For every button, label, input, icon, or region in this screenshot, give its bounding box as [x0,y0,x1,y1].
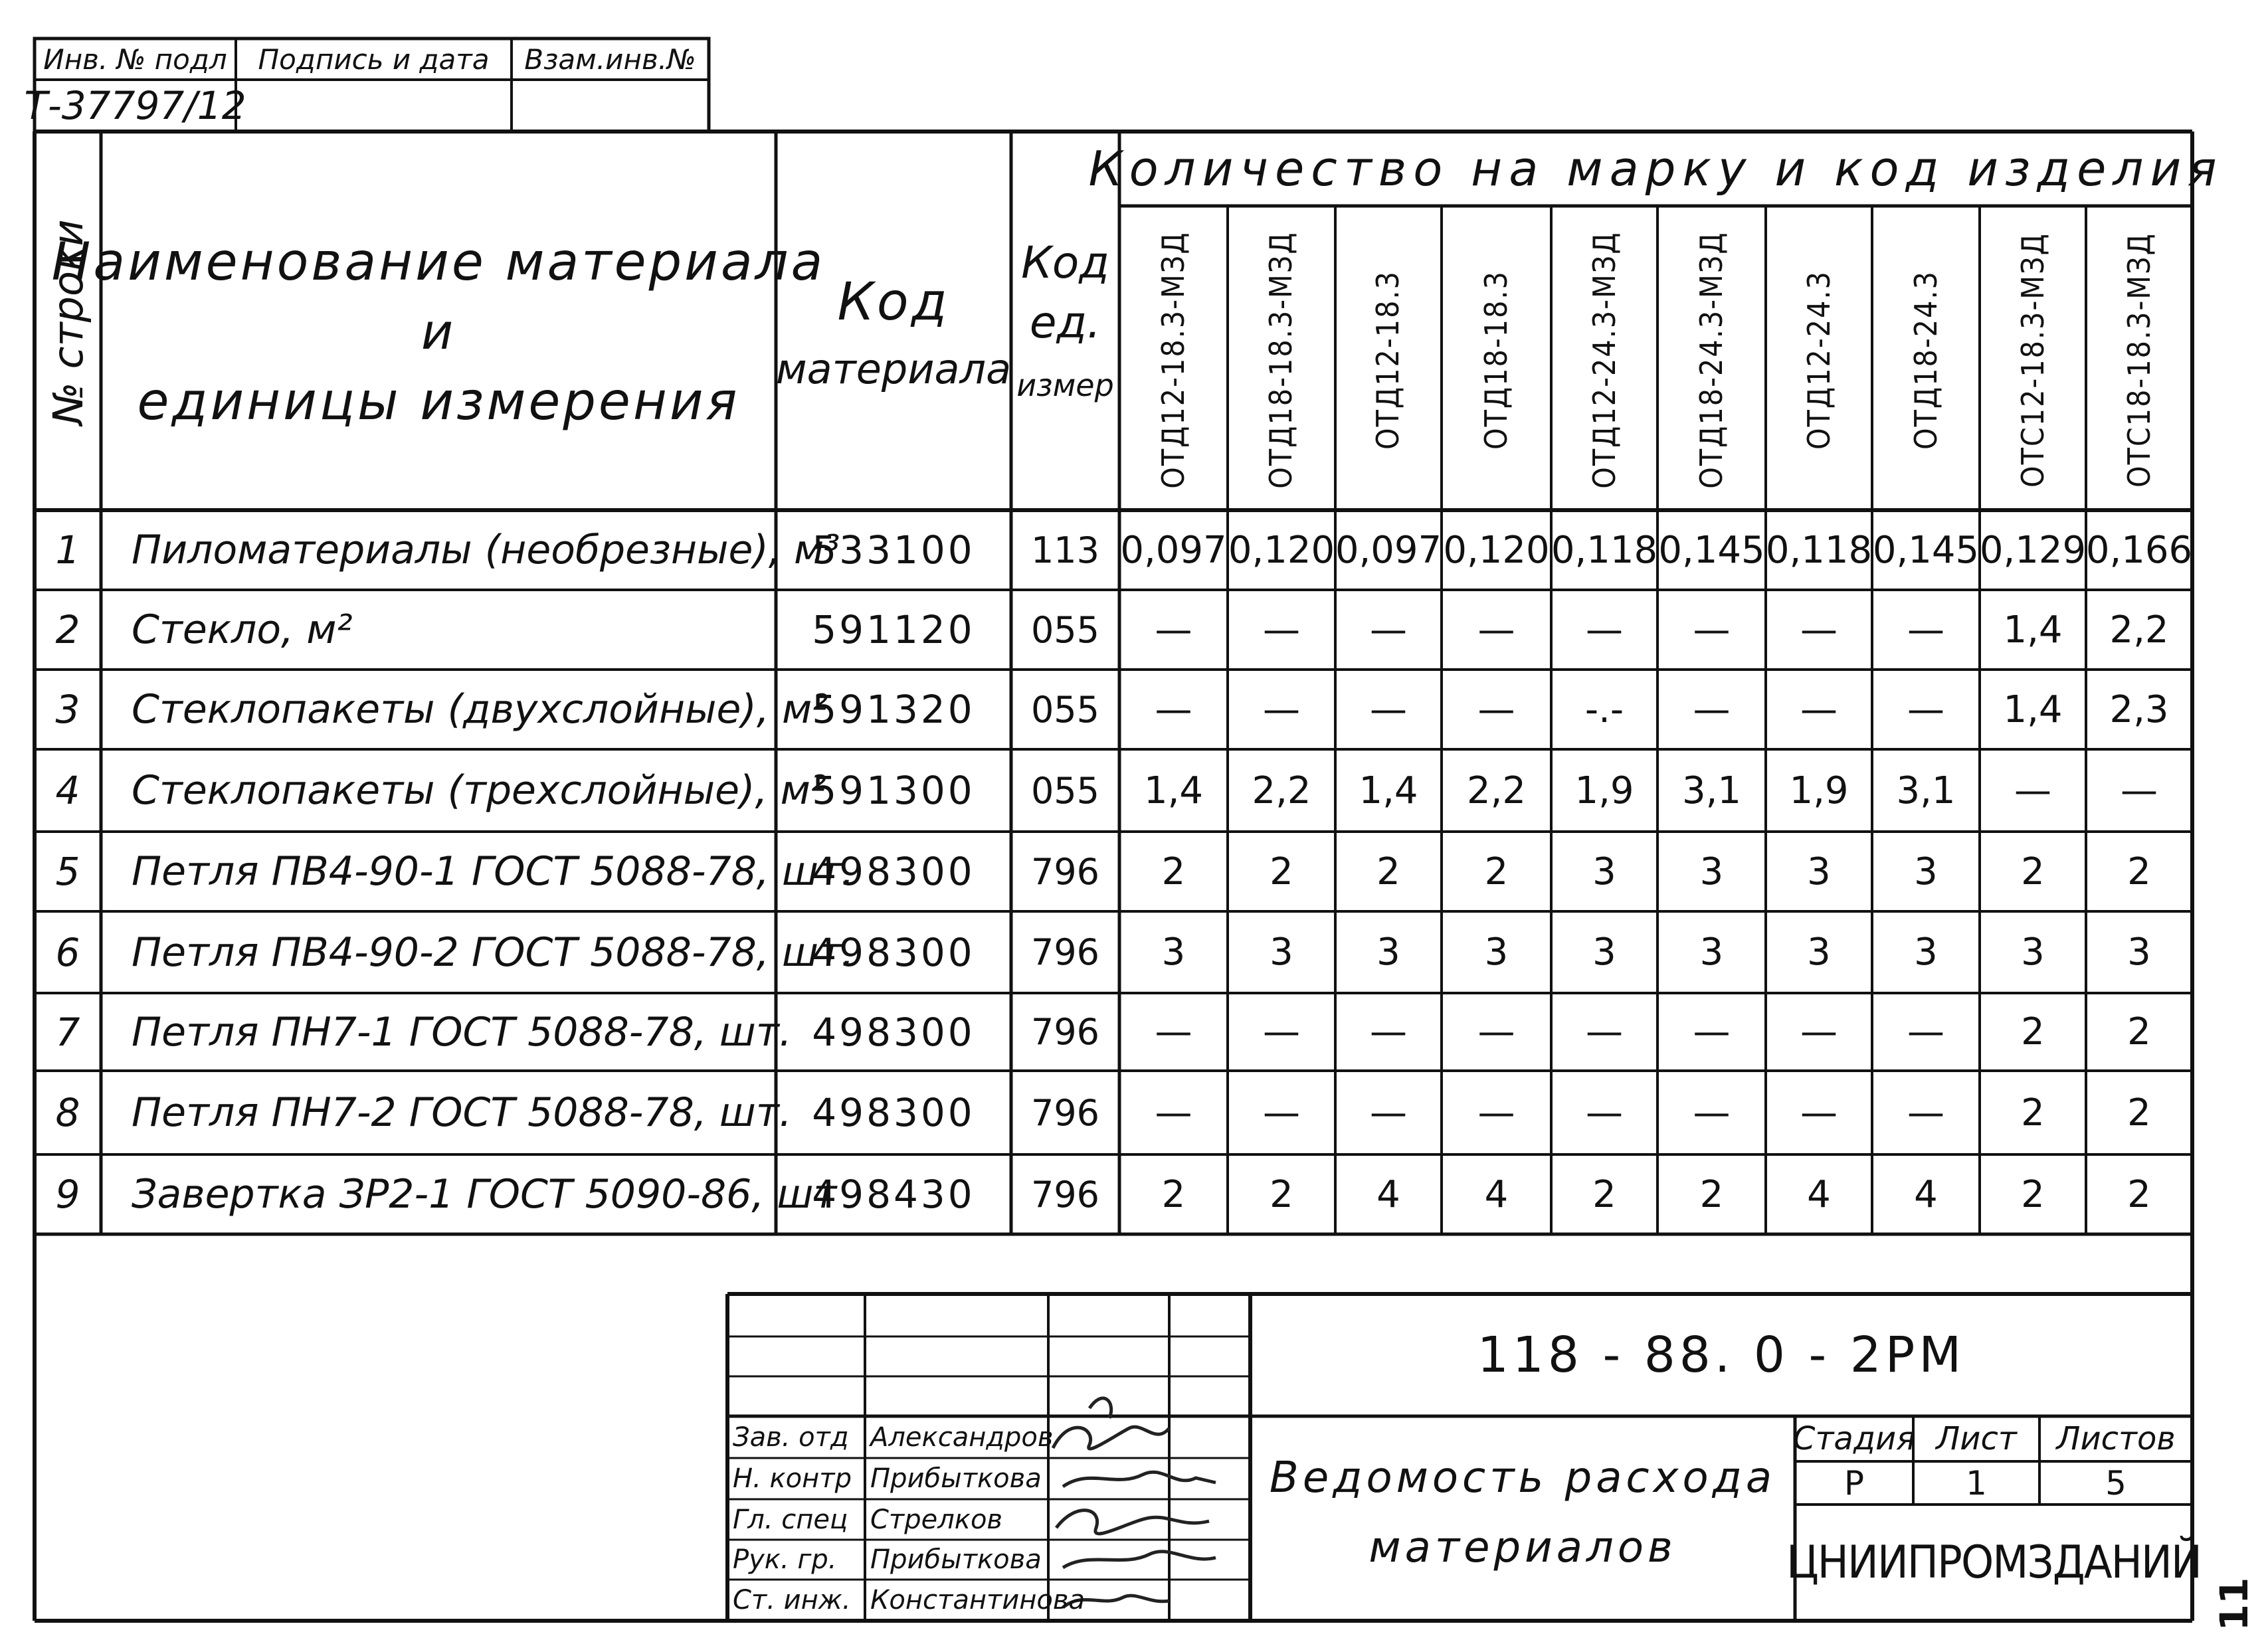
mark-header: ОТД12-24.3-МЗД [1586,231,1622,489]
unit-code: 796 [1030,931,1100,973]
signature-name: Александров [870,1421,1054,1453]
quantity-value: — [1693,608,1731,652]
quantity-value: 0,118 [1765,528,1873,572]
quantity-value: — [1477,687,1515,731]
quantity-value: — [1155,1091,1192,1135]
signature-name: Прибыткова [870,1544,1042,1575]
quantity-value: 2,2 [2109,608,2169,652]
inv-label: Инв. № подл [43,43,227,76]
quantity-value: 0,145 [1872,528,1980,572]
unit-code: 113 [1030,529,1100,571]
sheets-value: 5 [2105,1463,2126,1503]
mark-header: ОТС18-18.3-МЗД [2121,232,2157,488]
quantity-value: 1,4 [2003,608,2063,652]
quantity-value: — [1800,1010,1838,1053]
quantity-value: 3 [1161,931,1186,974]
unit-code-header-line3: измер [1016,367,1114,403]
quantity-value: 2 [1270,1172,1293,1216]
quantity-value: 2,3 [2109,687,2169,731]
unit-code: 055 [1030,769,1100,812]
material-name: Петля ПН7-2 ГОСТ 5088-78, шт. [132,1089,792,1136]
quantity-value: 2 [2127,1010,2151,1053]
quantity-value: 2 [1376,850,1400,893]
quantity-value: 0,097 [1120,528,1227,572]
quantity-value: 1,4 [1143,769,1204,812]
signature-name: Стрелков [870,1504,1003,1535]
sign-label: Подпись и дата [258,43,490,76]
quantity-value: — [1370,1091,1407,1135]
material-code: 498300 [812,1090,975,1135]
replace-label: Взам.инв.№ [524,43,696,76]
signature-role: Гл. спец [733,1504,848,1535]
quantity-value: 3 [1807,850,1831,893]
material-code: 498300 [812,849,975,894]
quantity-value: 1,4 [2003,687,2063,731]
inv-value: Т-37797/12 [24,83,246,128]
quantity-value: 2,2 [1252,769,1311,812]
quantity-value: 2 [2127,1172,2151,1216]
material-code: 591300 [812,768,975,813]
material-code: 533100 [812,527,975,573]
material-name-header-line3: единицы измерения [137,372,740,432]
quantity-value: 3,1 [1896,769,1956,812]
sheet-label: Лист [1936,1420,2017,1457]
quantity-value: 0,166 [2085,528,2193,572]
material-name: Петля ПВ4-90-1 ГОСТ 5088-78, шт. [132,848,854,895]
quantity-value: 3 [1914,850,1938,893]
quantity-value: — [1263,687,1300,731]
quantity-value: 0,120 [1443,528,1550,572]
sheets-label: Листов [2056,1420,2176,1457]
sheet-value: 1 [1966,1463,1987,1503]
unit-code: 796 [1030,1011,1100,1053]
material-name: Стеклопакеты (двухслойные), м² [132,686,828,733]
row-number: 7 [55,1009,80,1055]
signature-scribbles [1053,1398,1216,1607]
page-number: 11 [2212,1577,2257,1631]
material-code: 591120 [812,607,975,652]
signature-role: Рук. гр. [733,1544,837,1575]
quantity-value: 0,097 [1335,528,1442,572]
row-number: 6 [55,929,80,975]
quantity-value: 0,118 [1551,528,1658,572]
quantity-value: — [1907,1091,1944,1135]
material-code: 498300 [812,929,975,975]
mark-header: ОТД12-24.3 [1801,270,1837,450]
quantity-value: 3 [1592,931,1616,974]
quantity-value: — [2121,769,2158,812]
quantity-value: 2 [2127,850,2151,893]
quantity-value: 3 [1592,850,1616,893]
quantity-value: — [1477,1091,1515,1135]
row-number-header: № строки [43,219,92,425]
quantity-value: — [1800,1091,1838,1135]
quantity-value: 3 [1914,931,1938,974]
material-code: 498300 [812,1009,975,1055]
quantity-value: 2 [1270,850,1293,893]
row-number: 8 [55,1090,80,1135]
quantity-value: 2 [1161,850,1186,893]
unit-code: 796 [1030,1173,1100,1216]
signature-role: Зав. отд [733,1421,849,1453]
row-number: 5 [55,849,80,894]
mark-header: ОТС12-18.3-МЗД [2015,232,2051,488]
quantity-value: — [1263,1010,1300,1053]
signature-role: Ст. инж. [733,1585,851,1615]
document-title-line2: материалов [1369,1523,1677,1572]
quantity-value: — [1907,687,1944,731]
quantity-value: 0,129 [1979,528,2087,572]
unit-code-header-line1: Код [1021,236,1109,288]
unit-code: 055 [1030,688,1100,731]
quantity-value: 2 [2127,1091,2151,1135]
quantity-value: — [2014,769,2051,812]
row-number: 9 [55,1172,80,1217]
row-number: 4 [55,768,80,813]
quantity-value: — [1370,1010,1407,1053]
mark-header: ОТД12-18.3-МЗД [1155,231,1191,489]
quantity-value: -.- [1584,687,1624,731]
signature-name: Константинова [870,1585,1085,1615]
quantity-value: — [1693,1010,1731,1053]
quantity-value: — [1155,1010,1192,1053]
quantity-value: — [1370,687,1407,731]
quantity-value: — [1477,1010,1515,1053]
material-name: Петля ПН7-1 ГОСТ 5088-78, шт. [132,1008,792,1055]
quantity-value: 2 [1592,1172,1616,1216]
document-code: 118 - 88. 0 - 2РМ [1477,1327,1966,1384]
quantity-value: 1,9 [1789,769,1849,812]
quantity-value: — [1800,687,1838,731]
stage-value: Р [1843,1463,1865,1503]
quantity-value: 3 [1807,931,1831,974]
quantity-value: 1,9 [1574,769,1634,812]
organization-name: ЦНИИПРОМЗДАНИЙ [1786,1536,2201,1589]
material-name: Завертка ЗР2-1 ГОСТ 5090-86, шт [132,1171,837,1218]
material-code: 498430 [812,1172,975,1217]
quantity-value: 2,2 [1466,769,1527,812]
material-name: Пиломатериалы (необрезные), м³ [132,527,840,573]
quantity-value: — [1155,687,1192,731]
quantity-value: 2 [2021,1091,2045,1135]
material-name: Стеклопакеты (трехслойные), м² [132,767,826,814]
material-name: Стекло, м² [132,606,353,653]
material-name-header-line2: и [421,304,456,361]
quantity-value: 2 [1484,850,1509,893]
material-code-header-line2: материала [775,344,1012,393]
material-name: Петля ПВ4-90-2 ГОСТ 5088-78, шт. [132,929,854,976]
row-number: 2 [55,607,80,652]
quantity-value: — [1586,1091,1623,1135]
quantity-value: 1,4 [1359,769,1418,812]
quantity-value: — [1693,1091,1731,1135]
quantity-value: 3 [2127,931,2151,974]
quantity-value: 3 [1270,931,1293,974]
row-number: 3 [55,687,80,732]
mark-header: ОТД18-18.3-МЗД [1263,231,1299,489]
material-code-header-line1: Код [837,272,950,332]
mark-header: ОТД12-18.3 [1370,270,1406,450]
row-number: 1 [55,527,80,573]
quantity-value: 3 [1699,850,1724,893]
unit-code: 055 [1030,608,1100,651]
unit-code: 796 [1030,1091,1100,1134]
quantity-value: 3 [1376,931,1400,974]
quantity-value: — [1586,608,1623,652]
quantity-value: 3 [1699,931,1724,974]
quantity-value: — [1800,608,1838,652]
quantity-value: — [1907,608,1944,652]
quantity-value: — [1370,608,1407,652]
material-code: 591320 [812,687,975,732]
quantity-value: 3 [1484,931,1509,974]
material-name-header-line1: Наименование материала [51,232,826,292]
quantity-value: — [1263,1091,1300,1135]
quantity-value: 2 [1699,1172,1724,1216]
mark-header: ОТД18-24.3 [1908,270,1944,450]
group-header: Количество на марку и код изделия [1088,141,2223,197]
quantity-value: 2 [2021,1172,2045,1216]
quantity-value: 0,145 [1658,528,1765,572]
document-title-line1: Ведомость расхода [1269,1453,1776,1503]
quantity-value: — [1477,608,1515,652]
quantity-value: 2 [1161,1172,1186,1216]
unit-code-header-line2: ед. [1029,296,1101,348]
quantity-value: — [1155,608,1192,652]
quantity-value: — [1693,687,1731,731]
quantity-value: 3 [2021,931,2045,974]
quantity-value: 4 [1484,1172,1509,1216]
quantity-value: 4 [1376,1172,1400,1216]
stage-label: Стадия [1792,1420,1916,1457]
quantity-value: 2 [2021,850,2045,893]
quantity-value: 4 [1914,1172,1938,1216]
mark-header: ОТД18-18.3 [1478,270,1514,450]
quantity-value: — [1586,1010,1623,1053]
quantity-value: — [1907,1010,1944,1053]
quantity-value: 4 [1807,1172,1831,1216]
mark-header: ОТД18-24.3-МЗД [1693,231,1729,489]
quantity-value: 2 [2021,1010,2045,1053]
unit-code: 796 [1030,850,1100,893]
quantity-value: 0,120 [1228,528,1335,572]
signature-name: Прибыткова [870,1463,1042,1494]
quantity-value: — [1263,608,1300,652]
quantity-value: 3,1 [1681,769,1742,812]
signature-role: Н. контр [733,1463,852,1494]
